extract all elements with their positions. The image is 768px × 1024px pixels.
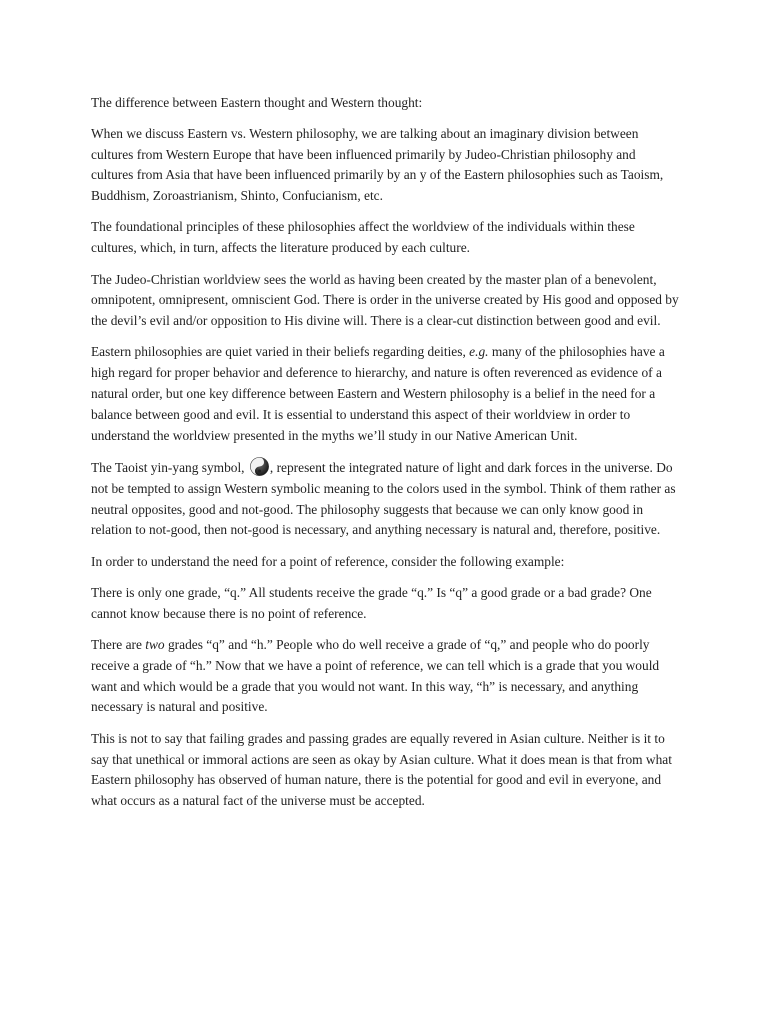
paragraph-intro: When we discuss Eastern vs. Western philosophy, we are talking about an imaginary division between cultures from Western Europe that have been influenced primarily by Judeo-Christian philosophy and cultures from Asia that have been influenced primarily by an y of the Eastern philosophies such as Taoism, Buddhism, Zoroastrianism, Shinto, Confucianism, etc. bbox=[91, 125, 664, 204]
eg-italic: e.g. bbox=[469, 344, 489, 360]
yin-yang-icon bbox=[250, 457, 269, 476]
paragraph-two-grades bbox=[91, 635, 681, 718]
paragraph-text: Eastern philosophies are quiet varied in their beliefs regarding deities, bbox=[91, 344, 470, 360]
paragraph-text: The Taoist yin-yang symbol, bbox=[91, 459, 248, 475]
paragraph-eastern-philosophies bbox=[91, 342, 681, 446]
paragraph-point-of-reference: In order to understand the need for a point of reference, consider the following example: bbox=[91, 553, 565, 569]
document-page bbox=[91, 93, 681, 822]
paragraph-text: There are bbox=[91, 637, 146, 653]
document-heading: The difference between Eastern thought and Western thought: bbox=[91, 95, 423, 110]
paragraph-one-grade: There is only one grade, “q.” All students receive the grade “q.” Is “q” a good grade or a bad grade? One cannot know because there is no point of reference. bbox=[91, 584, 652, 621]
paragraph-foundational-principles: The foundational principles of these philosophies affect the worldview of the individuals within these cultures, which, in turn, affects the literature produced by each culture. bbox=[91, 219, 635, 256]
paragraph-yin-yang bbox=[91, 457, 681, 541]
paragraph-text: grades “q” and “h.” People who do well receive a grade of “q,” and people who do poorly receive a grade of “h.” Now that we have a point of reference, we can tell which is a grade that you would want and which would be a grade that you would not want. In this way, “h” is necessary, and anything necessary is natural and positive. bbox=[91, 637, 660, 715]
paragraph-conclusion: This is not to say that failing grades and passing grades are equally revered in Asian culture. Neither is it to say that unethical or immoral actions are seen as okay by Asian culture. What it does mean is that from what Eastern philosophy has observed of human nature, there is the potential for good and evil in everyone, and what occurs as a natural fact of the universe must be accepted. bbox=[91, 730, 672, 809]
paragraph-text: , represent the integrated nature of light and dark forces in the universe. Do not be tempted to assign Western symbolic meaning to the colors used in the symbol. Think of them rather as neutral opposites, good and not-good. The philosophy suggests that because we can only know good in relation to not-good, then not-good is necessary, and anything necessary is natural and, therefore, positive. bbox=[91, 459, 676, 538]
paragraph-text: many of the philosophies have a high regard for proper behavior and deference to hierarchy, and nature is often reverenced as evidence of a natural order, but one key difference between Eastern and Western philosophy is a belief in the need for a balance between good and evil. It is essential to understand this aspect of their worldview in order to understand the worldview presented in the myths we’ll study in our Native American Unit. bbox=[91, 344, 665, 443]
paragraph-judeo-christian: The Judeo-Christian worldview sees the world as having been created by the master plan of a benevolent, omnipotent, omnipresent, omniscient God. There is order in the universe created by His good and opposed by the devil’s evil and/or opposition to His divine will. There is a clear-cut distinction between good and evil. bbox=[91, 271, 679, 329]
two-italic: two bbox=[145, 637, 165, 653]
